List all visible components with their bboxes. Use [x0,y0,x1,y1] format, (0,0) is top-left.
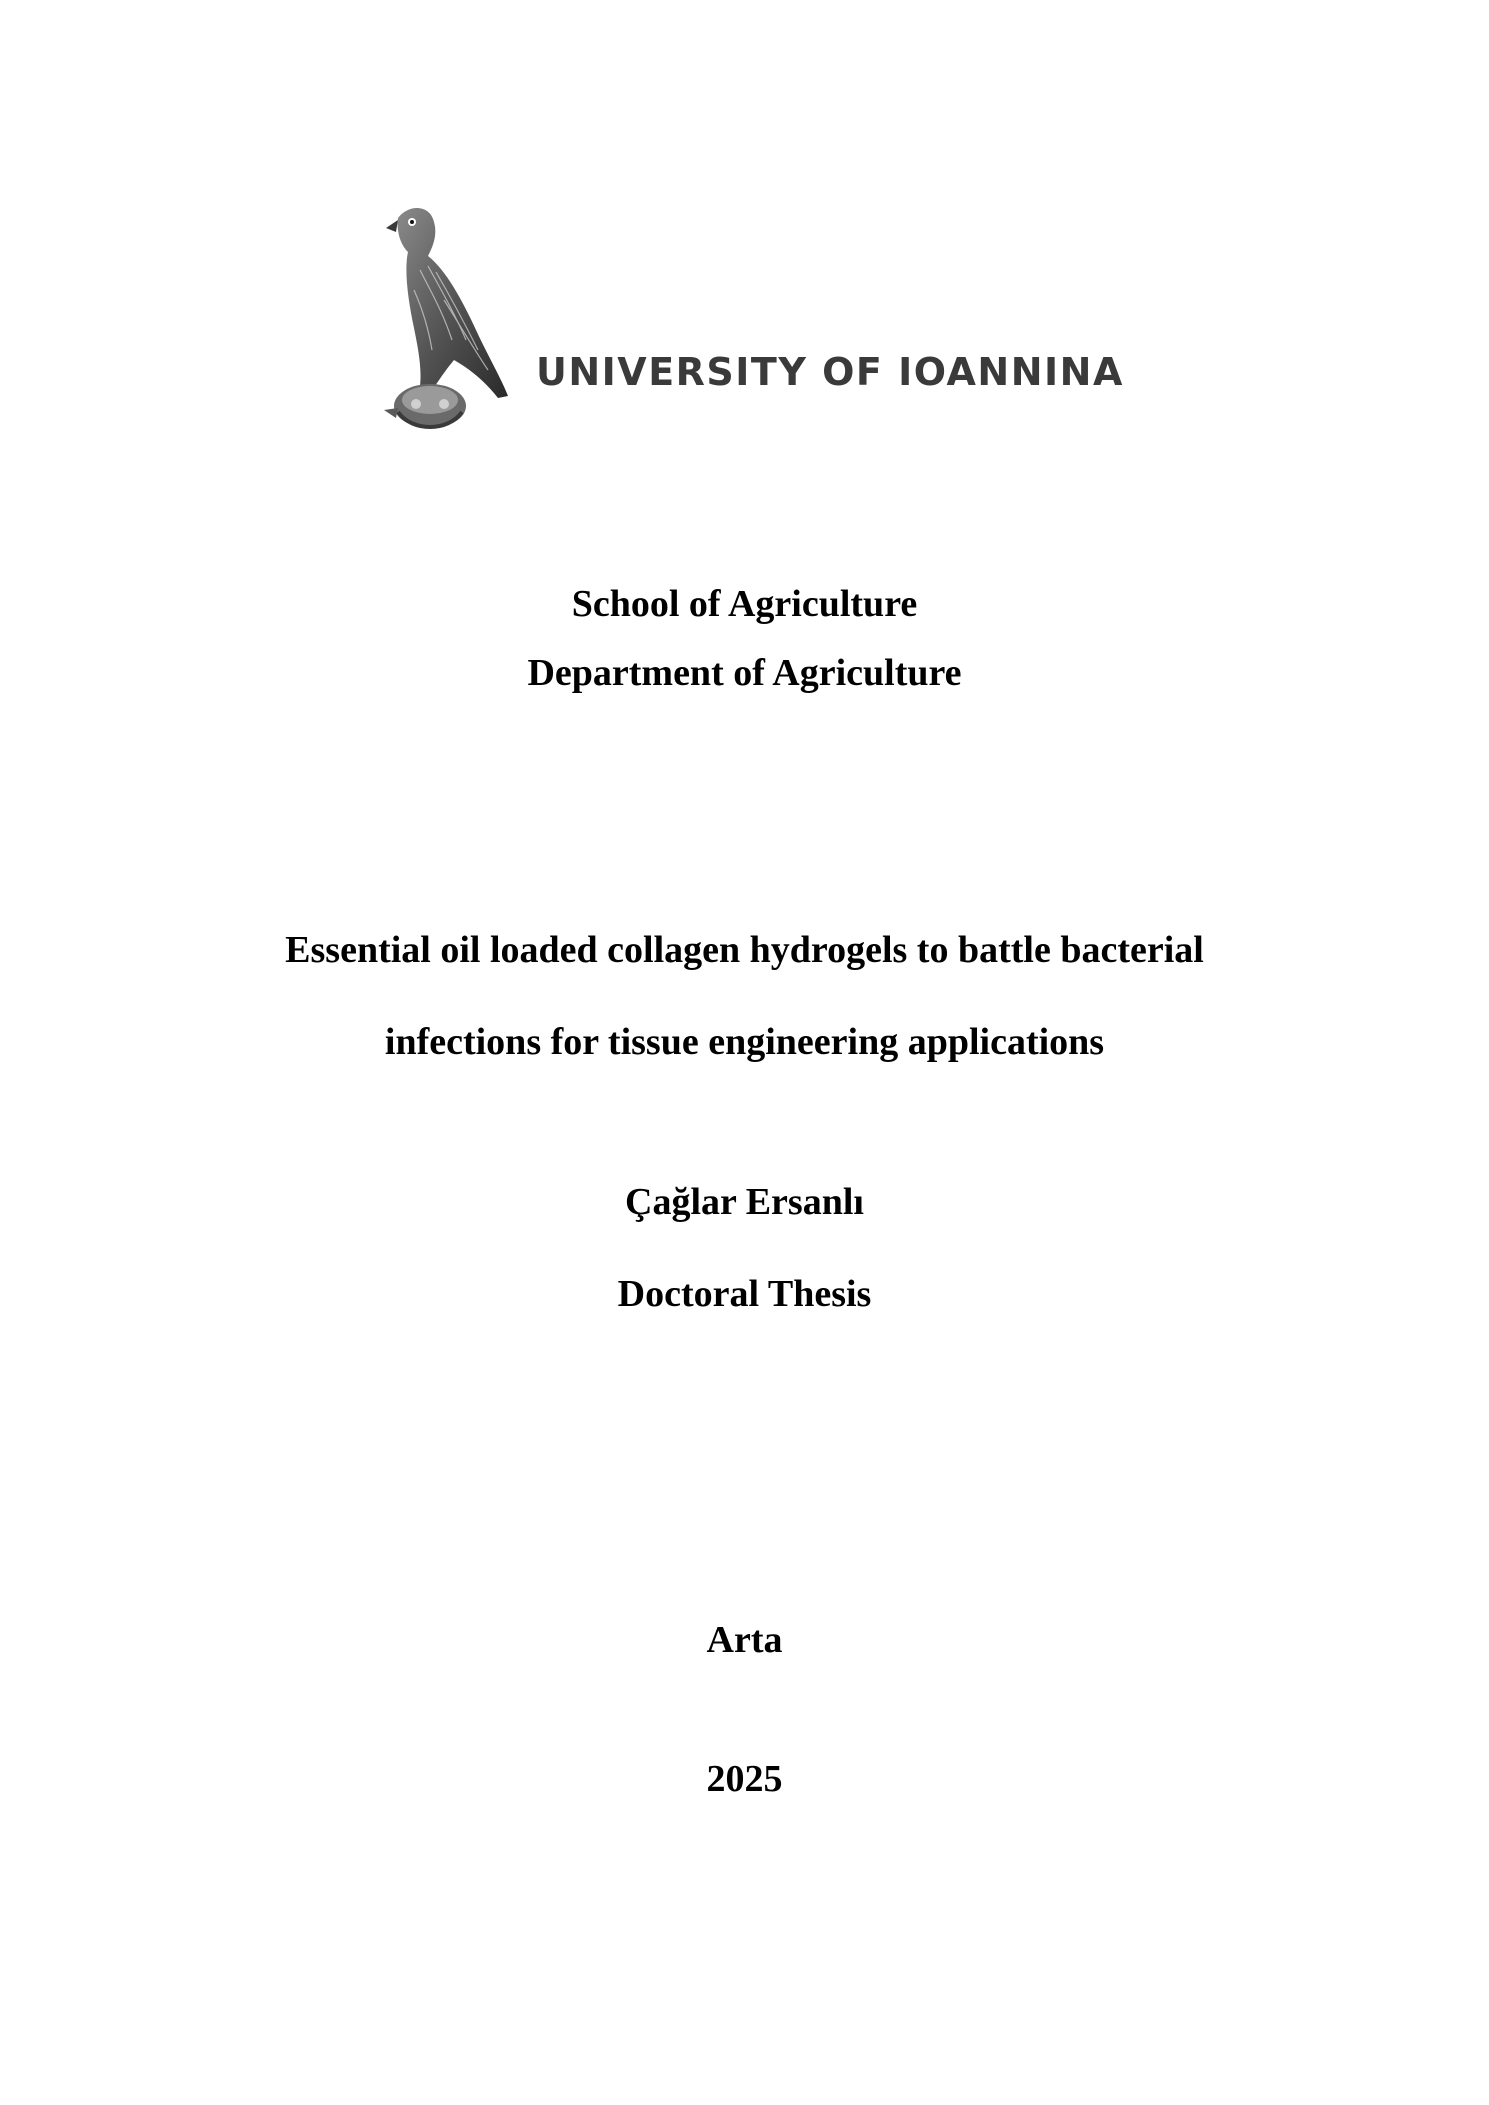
year: 2025 [706,1758,783,1800]
degree-type: Doctoral Thesis [617,1273,872,1315]
university-name: UNIVERSITY OF IOANNINA [536,350,1124,394]
school-name: School of Agriculture [571,583,918,625]
department-name: Department of Agriculture [527,652,962,694]
owl-emblem-icon [368,200,528,440]
place: Arta [706,1619,783,1661]
thesis-title-line-2: infections for tissue engineering applications [384,1021,1105,1063]
thesis-title-line-1: Essential oil loaded collagen hydrogels to battle bacterial [285,929,1204,971]
author-name: Çağlar Ersanlı [625,1181,864,1223]
university-logo [368,200,1128,440]
